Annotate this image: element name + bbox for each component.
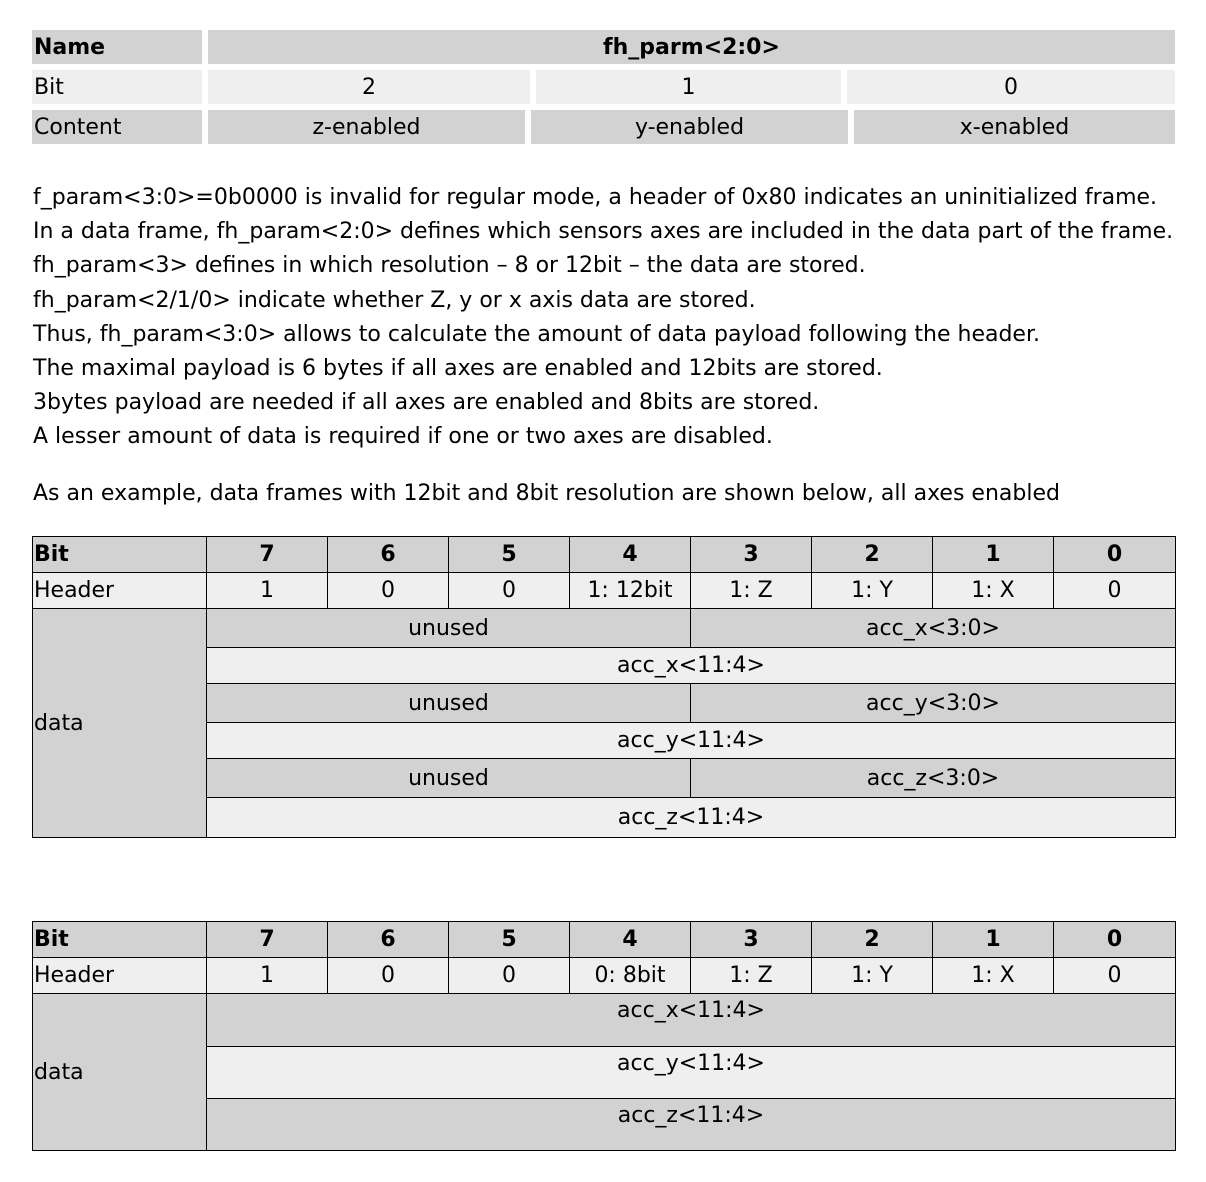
header-row-label: Header bbox=[33, 573, 207, 609]
name-value: fh_parm<2:0> bbox=[208, 30, 1175, 64]
acc-x-low-field: acc_x<3:0> bbox=[691, 609, 1176, 648]
header-bit-5: 0 bbox=[449, 958, 570, 994]
bit-6: 6 bbox=[328, 922, 449, 958]
header-bit-3: 1: Z bbox=[691, 958, 812, 994]
bit-2: 2 bbox=[812, 922, 933, 958]
bit-6: 6 bbox=[328, 537, 449, 573]
description-text bbox=[33, 181, 1183, 455]
bit-1: 1 bbox=[536, 70, 841, 104]
bit-4: 4 bbox=[570, 922, 691, 958]
acc-z-high-field: acc_z<11:4> bbox=[207, 798, 1176, 838]
acc-x-high-field: acc_x<11:4> bbox=[207, 648, 1176, 684]
bit-7: 7 bbox=[207, 922, 328, 958]
bit-5: 5 bbox=[449, 922, 570, 958]
acc-z-low-field: acc_z<3:0> bbox=[691, 759, 1176, 798]
bit-3: 3 bbox=[691, 537, 812, 573]
bit-7: 7 bbox=[207, 537, 328, 573]
frame-12bit-table bbox=[32, 536, 1176, 838]
header-bit-4: 0: 8bit bbox=[570, 958, 691, 994]
content-z: z-enabled bbox=[208, 110, 525, 144]
bit-2: 2 bbox=[812, 537, 933, 573]
name-label: Name bbox=[32, 30, 202, 64]
header-bit-1: 1: X bbox=[933, 573, 1054, 609]
header-bit-4: 1: 12bit bbox=[570, 573, 691, 609]
bit-0: 0 bbox=[1054, 537, 1176, 573]
header-bit-7: 1 bbox=[207, 573, 328, 609]
header-bit-5: 0 bbox=[449, 573, 570, 609]
header-bit-2: 1: Y bbox=[812, 573, 933, 609]
header-bit-6: 0 bbox=[328, 958, 449, 994]
bit-1: 1 bbox=[933, 922, 1054, 958]
bit-3: 3 bbox=[691, 922, 812, 958]
bit-1: 1 bbox=[933, 537, 1054, 573]
header-bit-3: 1: Z bbox=[691, 573, 812, 609]
header-bit-0: 0 bbox=[1054, 573, 1176, 609]
content-y: y-enabled bbox=[531, 110, 848, 144]
unused-field: unused bbox=[207, 609, 691, 648]
paragraph-line: fh_param<2/1/0> indicate whether Z, y or x axis data are stored. bbox=[33, 287, 756, 313]
bit-row-label: Bit bbox=[33, 922, 207, 958]
example-text: As an example, data frames with 12bit and 8bit resolution are shown below, all axes enabled bbox=[33, 481, 1060, 506]
paragraph-line: A lesser amount of data is required if one or two axes are disabled. bbox=[33, 424, 773, 450]
bit-label: Bit bbox=[32, 70, 202, 104]
paragraph-line: In a data frame, fh_param<2:0> defines which sensors axes are included in the data part of the frame. bbox=[33, 219, 1174, 245]
header-bit-0: 0 bbox=[1054, 958, 1176, 994]
header-row-label: Header bbox=[33, 958, 207, 994]
bit-4: 4 bbox=[570, 537, 691, 573]
header-bit-6: 0 bbox=[328, 573, 449, 609]
paragraph-line: fh_param<3> defines in which resolution – 8 or 12bit – the data are stored. bbox=[33, 253, 866, 279]
content-label: Content bbox=[32, 110, 202, 144]
header-bit-7: 1 bbox=[207, 958, 328, 994]
header-bit-2: 1: Y bbox=[812, 958, 933, 994]
acc-y-field: acc_y<11:4> bbox=[207, 1047, 1176, 1099]
paragraph-line: f_param<3:0>=0b0000 is invalid for regular mode, a header of 0x80 indicates an uninitialized frame. bbox=[33, 185, 1158, 210]
content-x: x-enabled bbox=[854, 110, 1175, 144]
unused-field: unused bbox=[207, 684, 691, 723]
acc-y-high-field: acc_y<11:4> bbox=[207, 723, 1176, 759]
data-label: data bbox=[33, 994, 207, 1151]
bit-0: 0 bbox=[847, 70, 1175, 104]
acc-y-low-field: acc_y<3:0> bbox=[691, 684, 1176, 723]
frame-8bit-table bbox=[32, 921, 1176, 1151]
bit-5: 5 bbox=[449, 537, 570, 573]
bit-2: 2 bbox=[208, 70, 530, 104]
paragraph-line: 3bytes payload are needed if all axes are enabled and 8bits are stored. bbox=[33, 390, 820, 416]
header-bit-1: 1: X bbox=[933, 958, 1054, 994]
acc-z-field: acc_z<11:4> bbox=[207, 1099, 1176, 1151]
data-label: data bbox=[33, 609, 207, 838]
unused-field: unused bbox=[207, 759, 691, 798]
acc-x-field: acc_x<11:4> bbox=[207, 994, 1176, 1047]
paragraph-line: Thus, fh_param<3:0> allows to calculate the amount of data payload following the header. bbox=[33, 321, 1040, 347]
bit-row-label: Bit bbox=[33, 537, 207, 573]
paragraph-line: The maximal payload is 6 bytes if all axes are enabled and 12bits are stored. bbox=[33, 356, 883, 382]
fh-parm-table bbox=[32, 30, 1175, 146]
bit-0: 0 bbox=[1054, 922, 1176, 958]
